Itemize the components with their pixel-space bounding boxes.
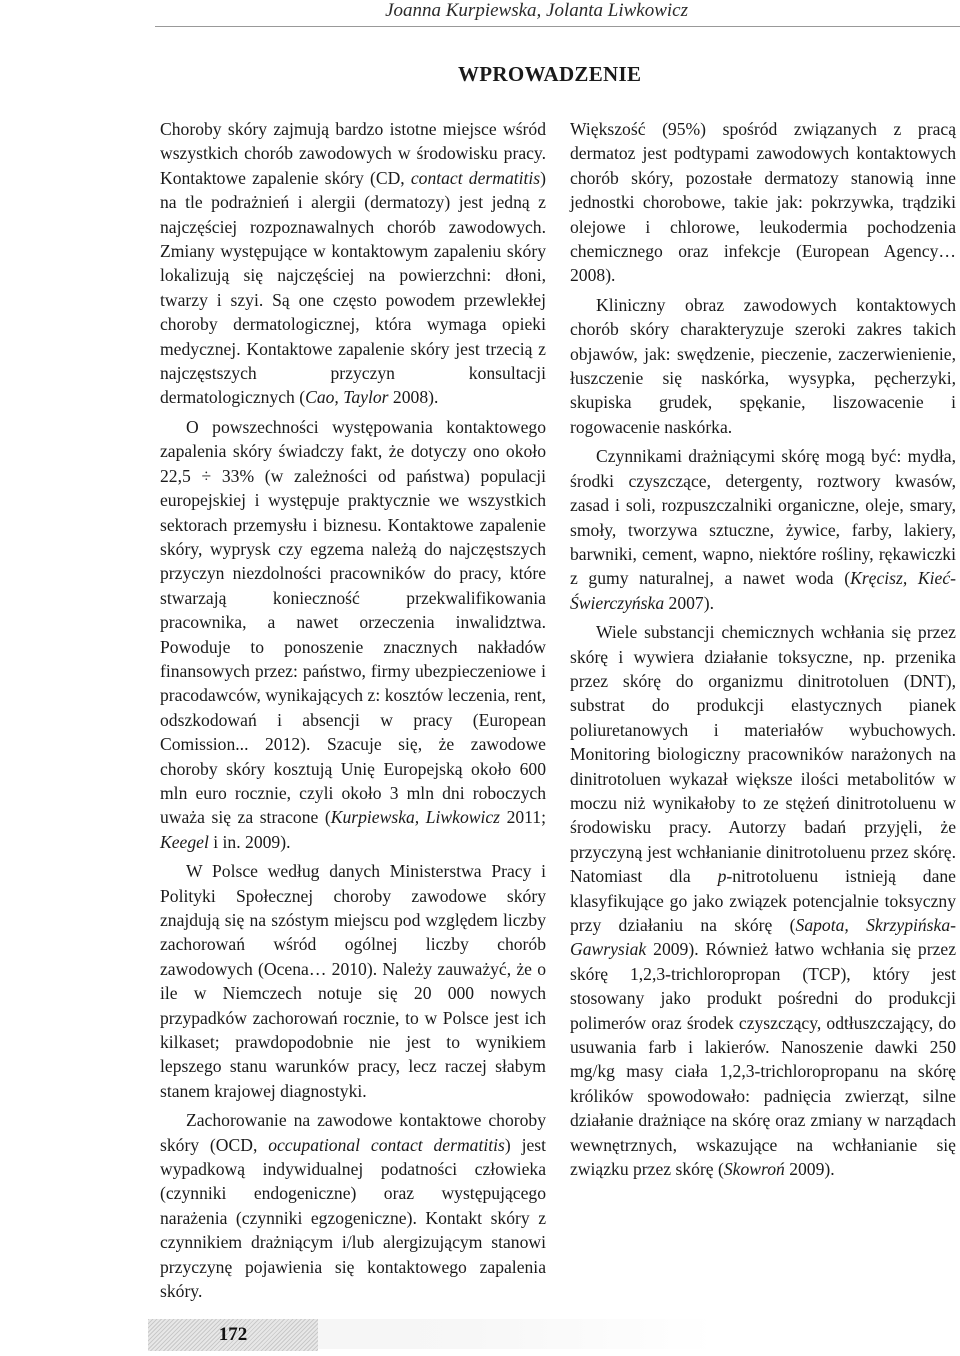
paragraph-dermatoses: Większość (95%) spośród związanych z pracą dermatoz jest podtypami zawodowych kontaktowych chorób skóry, pozostałe dermatozy stanowią inne jednostki chorobowe, takie jak: pokrzywka, trądziki olejowe i chlorowe, leukodermia pochodzenia chemicznego oraz infekcje (European Agency… 2008). xyxy=(570,119,956,286)
page-number: 172 xyxy=(218,1324,248,1345)
paragraph-irritants: Czynnikami drażniącymi skórę mogą być: mydła, środki czyszczące, detergenty, roztwory kwasów, zasad i soli, rozpuszczalniki organiczne, oleje, smary, smoły, tworzywa sztuczne, żywice, farby, lakiery, barwniki, cement, wapno, niektóre rośliny, rękawiczki z gumy naturalnej, a nawet woda (Kręcisz, Kieć-Świerczyńska 2007). xyxy=(570,446,956,613)
paragraph-poland: W Polsce według danych Ministerstwa Pracy i Polityki Społecznej choroby zawodowe skóry znajdują się na szóstym miejscu pod względem liczby zachorowań wśród ogólnej liczby chorób zawodowych (Ocena… 2010). Należy zauważyć, że o ile w Niemczech notuje się 20 000 nowych przypadków zachorowań rocznie, to w Polsce jest ich kilkaset; prawdopodobnie nie jest to wynikiem lepszego stanu warunków pracy, lecz raczej słabym stanem krajowej diagnostyki. xyxy=(160,861,546,1101)
header-rule xyxy=(155,26,960,27)
running-head: Joanna Kurpiewska, Jolanta Liwkowicz xyxy=(385,0,688,21)
paragraph-prevalence: O powszechności występowania kontaktowego zapalenia skóry świadczy fakt, że dotyczy ono około 22,5 ÷ 33% (w zależności od państwa) populacji europejskiej i występuje praktycznie we wszystkich sektorach przemysłu i biznesu. Kontaktowe zapalenie skóry, wyprysk czy egzema należą do najczęstszych przyczyn niezdolności pracowników do pracy, które stwarzają konieczność przekwalifikowania pracownika, a nawet orzeczenia inwalidztwa. Powoduje to ponoszenie znacznych nakładów finansowych przez: państwo, firmy ubezpieczeniowe i pracodawców, wynikających z: kosztów leczenia, rent, odszkodowań i absencji w pracy (European Comission... 2012). Szacuje się, że zawodowe choroby skóry kosztują Unię Europejską około 600 mln euro rocznie, czyli około 3 mln dni roboczych uważa się za stracone (Kurpiewska, Liwkowicz 2011; Keegel i in. 2009). xyxy=(160,416,546,852)
left-column xyxy=(160,117,546,1304)
paragraph-absorption: Wiele substancji chemicznych wchłania się przez skórę i wywiera działanie toksyczne, np. przenika przez skórę do organizmu dinitrotoluen (DNT), substrat do produkcji elastycznych pianek poliuretanowych i materiałów wybuchowych. Monitoring biologiczny pracowników narażonych na dinitrotoluen wykazał większe ilości metabolitów w moczu niż wynikałoby to ze stężeń dinitrotoluenu w środowisku pracy. Autorzy badań przyjęli, że przyczyną jest wchłanianie dinitrotoluenu przez skórę. Natomiast dla p-nitrotoluenu istnieją dane klasyfikujące go jako związek potencjalnie toksyczny przy działaniu na skórę (Sapota, Skrzypińska-Gawrysiak 2009). Również łatwo wchłania się przez skórę 1,2,3-trichloropropan (TCP), który jest stosowany jako produkt pośredni do produkcji polimerów oraz środek czyszczący, odtłuszczający, do usuwania farb i lakierów. Nanoszenie dawki 250 mg/kg masy ciała 1,2,3-trichloropropanu na skórę królików spowodowało: padnięcia zwierząt, silne działanie drażniące na skórę oraz zmiany w narządach wewnętrznych, wskazujące na wchłanianie się związku przez skórę (Skowroń 2009). xyxy=(570,622,956,1180)
section-title: WPROWADZENIE xyxy=(458,62,642,86)
right-column xyxy=(570,117,956,1181)
paragraph-clinical: Kliniczny obraz zawodowych kontaktowych chorób skóry charakteryzuje szeroki zakres takich objawów, jak: swędzenie, pieczenie, zaczerwienienie, łuszczenie się naskórka, wysypka, pęcherzyki, skupiska grudek, spękanie, liszowacenie i rogowacenie naskórka. xyxy=(570,294,956,437)
paragraph-intro: Choroby skóry zajmują bardzo istotne miejsce wśród wszystkich chorób zawodowych w środowisku pracy. Kontaktowe zapalenie skóry (CD, contact dermatitis) na tle podrażnień i alergii (dermatozy) jest jedną z najczęściej rozpoznawalnych chorób zawodowych. Zmiany występujące w kontaktowym zapaleniu skóry lokalizują się najczęściej na powierzchni: dłoni, twarzy i szyi. Są one często powodem przewlekłej choroby dermatologicznej, która wymaga opieki medycznej. Kontaktowe zapalenie skóry jest trzecią z najczęstszych przyczyn konsultacji dermatologicznych (Cao, Taylor 2008). xyxy=(160,119,547,408)
paragraph-ocd: Zachorowanie na zawodowe kontaktowe choroby skóry (OCD, occupational contact dermatitis) jest wypadkową indywidualnej podatności człowieka (czynniki endogeniczne) oraz występującego narażenia (czynniki egzogeniczne). Kontakt skóry z czynnikiem drażniącym i/lub alergizującym stanowi przyczynę pojawienia się kontaktowego zapalenia skóry. xyxy=(160,1110,547,1302)
page-number-badge xyxy=(148,1319,318,1351)
